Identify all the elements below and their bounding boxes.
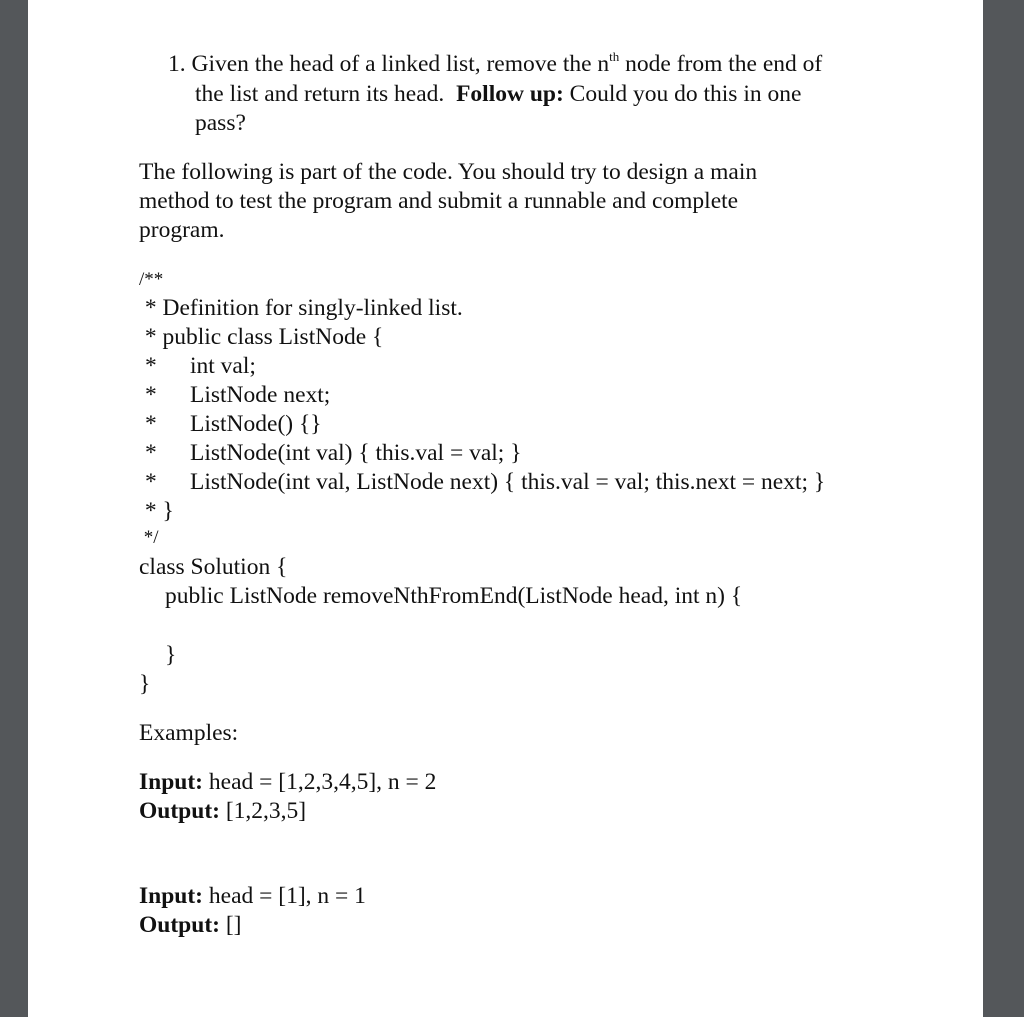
comment-close-brace: * } xyxy=(139,498,174,524)
question-number: 1. xyxy=(168,51,186,77)
example-input: Input: head = [1], n = 1 xyxy=(139,883,366,909)
comment-star: * xyxy=(145,469,157,495)
follow-up-label: Follow up: xyxy=(456,81,564,107)
superscript-th: th xyxy=(609,49,620,64)
comment-star: * xyxy=(145,353,157,379)
instruction-line: program. xyxy=(139,217,225,243)
code-member: ListNode() {} xyxy=(190,411,322,437)
code-member: ListNode next; xyxy=(190,382,331,408)
example-input: Input: head = [1,2,3,4,5], n = 2 xyxy=(139,769,437,795)
instruction-line: The following is part of the code. You should try to design a main xyxy=(139,159,758,185)
example-output: Output: [1,2,3,5] xyxy=(139,798,307,824)
comment-close: */ xyxy=(139,527,159,548)
method-close-brace: } xyxy=(165,642,177,668)
question-line-2: the list and return its head. Follow up: Could you do this in one xyxy=(195,81,802,107)
comment-star: * xyxy=(145,411,157,437)
comment-star: * xyxy=(145,440,157,466)
document-page xyxy=(28,0,983,1017)
question-line-1: 1. Given the head of a linked list, remove the $n^{th}$ node from the end of xyxy=(168,49,823,77)
code-member: ListNode(int val, ListNode next) { this.val = val; this.next = next; } xyxy=(190,469,826,495)
comment-open: /** xyxy=(139,269,164,290)
comment-line: * Definition for singly-linked list. xyxy=(139,295,463,321)
question-line-3: pass? xyxy=(195,110,246,136)
comment-line: * public class ListNode { xyxy=(139,324,384,350)
example-output: Output: [] xyxy=(139,912,242,938)
instruction-line: method to test the program and submit a runnable and complete xyxy=(139,188,739,214)
examples-heading: Examples: xyxy=(139,720,239,746)
method-declaration: public ListNode removeNthFromEnd(ListNode head, int n) { xyxy=(165,583,743,609)
code-member: int val; xyxy=(190,353,256,379)
code-member: ListNode(int val) { this.val = val; } xyxy=(190,440,522,466)
comment-star: * xyxy=(145,382,157,408)
class-close-brace: } xyxy=(139,671,151,697)
class-declaration: class Solution { xyxy=(139,554,288,580)
